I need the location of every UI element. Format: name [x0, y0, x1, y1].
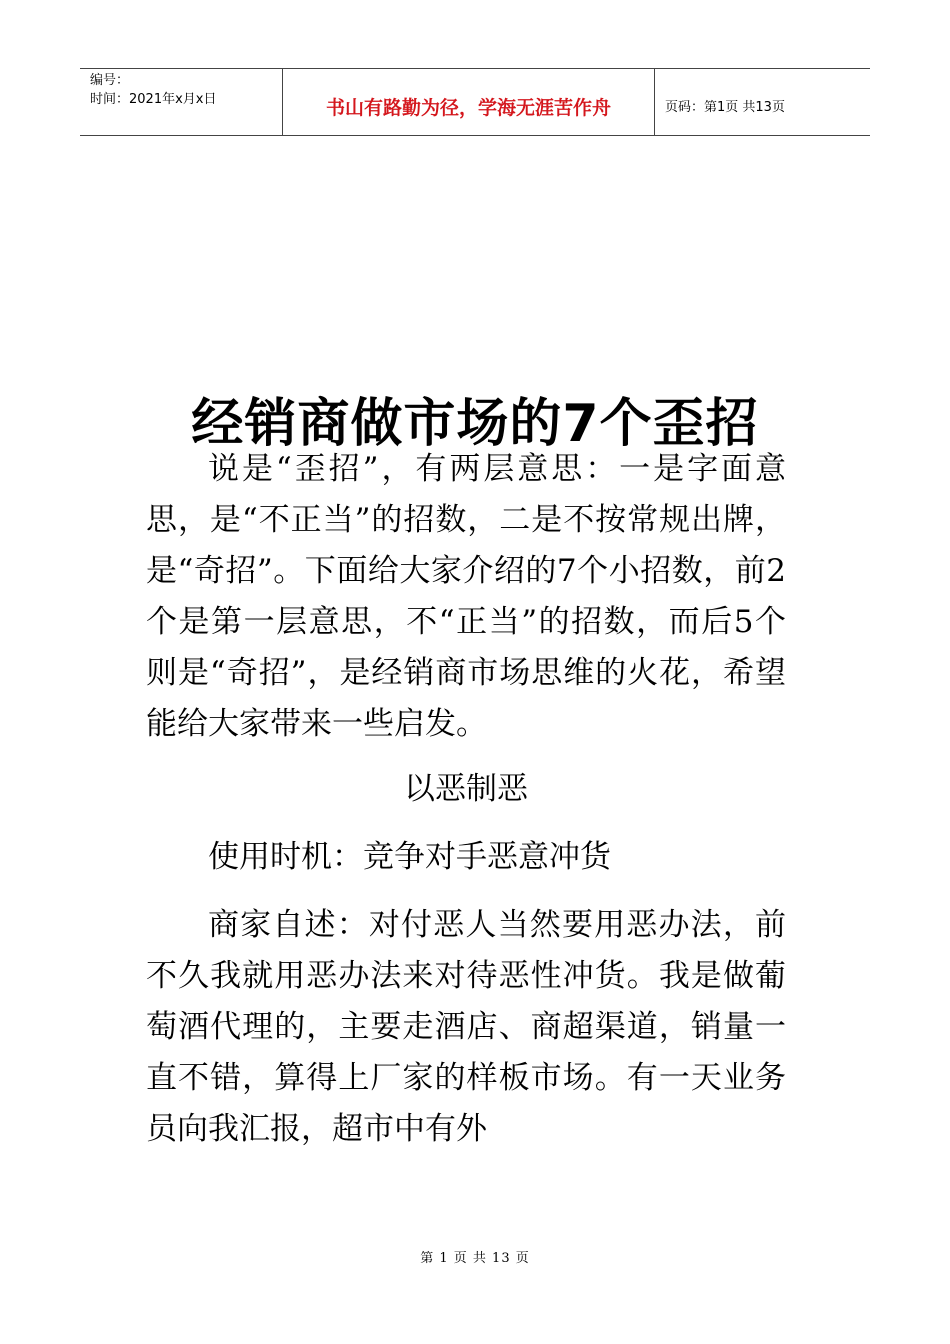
document-header	[80, 68, 870, 136]
section-heading: 以恶制恶	[404, 771, 528, 807]
section-narrative: 商家自述：对付恶人当然要用恶办法，前不久我就用恶办法来对待恶性冲货。我是做葡萄酒代理的，主要走酒店、商超渠道，销量一直不错，算得上厂家的样板市场。有一天业务员向我汇报，超市中有外	[146, 907, 786, 1147]
intro-paragraph: 说是“歪招”，有两层意思：一是字面意思，是“不正当”的招数，二是不按常规出牌，是“奇招”。下面给大家介绍的7个小招数，前2个是第一层意思，不“正当”的招数，而后5个则是“奇招”，是经销商市场思维的火花，希望能给大家带来一些启发。	[146, 451, 787, 742]
number-label: 编号：	[90, 73, 130, 88]
page-footer: 第 1 页 共 13 页	[420, 1251, 530, 1266]
time-label: 时间：2021年x月x日	[90, 92, 217, 107]
section-timing: 使用时机：竞争对手恶意冲货	[208, 839, 611, 875]
header-page-cell	[655, 69, 870, 136]
document-title: 经销商做市场的7个歪招	[191, 393, 759, 454]
document-body	[146, 444, 786, 1155]
header-motto-cell	[282, 69, 655, 136]
page-info: 页码：第1页 共13页	[665, 100, 785, 115]
header-meta-cell	[80, 69, 282, 136]
motto-text: 书山有路勤为径，学海无涯苦作舟	[325, 97, 611, 119]
